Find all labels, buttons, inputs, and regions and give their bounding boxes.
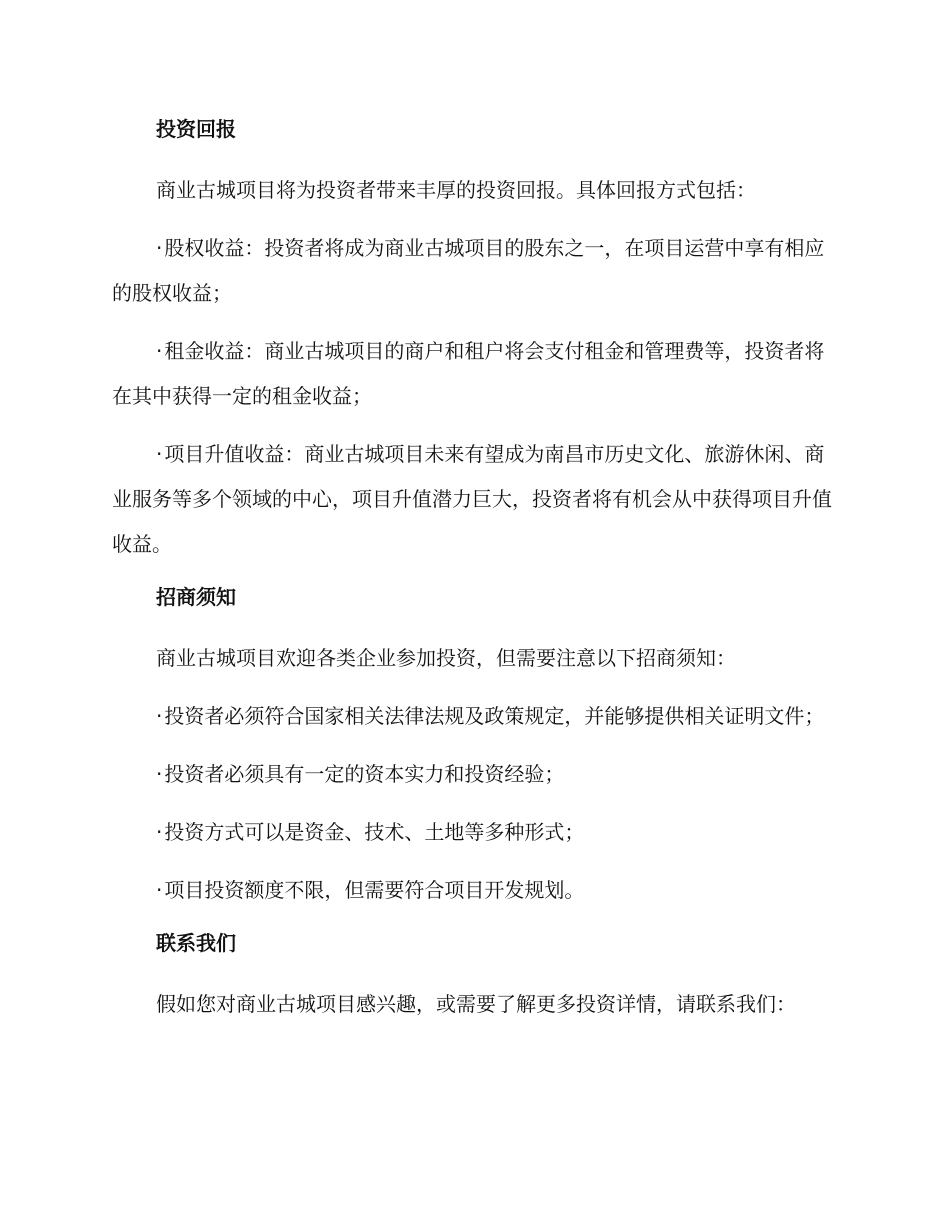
bullet-item bbox=[112, 752, 832, 797]
bullet-item bbox=[112, 226, 832, 316]
bullet-dot: · bbox=[156, 339, 163, 363]
document-page bbox=[112, 112, 832, 1040]
bullet-dot: · bbox=[156, 820, 163, 844]
section-intro-investment-notice: 商业古城项目欢迎各类企业参加投资，但需要注意以下招商须知： bbox=[156, 646, 736, 670]
bullet-item bbox=[112, 432, 832, 567]
bullet-text: 投资者必须具有一定的资本实力和投资经验； bbox=[164, 762, 565, 786]
bullet-text: 股权收益：投资者将成为商业古城项目的股东之一，在项目运营中享有相应的股权收益； bbox=[112, 236, 825, 305]
bullet-item bbox=[112, 868, 832, 913]
bullet-text: 项目升值收益：商业古城项目未来有望成为南昌市历史文化、旅游休闲、商业服务等多个领域的中心，项目升值潜力巨大，投资者将有机会从中获得项目升值收益。 bbox=[112, 442, 832, 556]
bullet-item bbox=[112, 810, 832, 855]
bullet-text: 投资者必须符合国家相关法律法规及政策规定，并能够提供相关证明文件； bbox=[164, 704, 825, 728]
bullet-text: 项目投资额度不限，但需要符合项目开发规划。 bbox=[164, 878, 585, 902]
section-heading-investment-notice: 招商须知 bbox=[156, 585, 236, 609]
bullet-item bbox=[112, 329, 832, 419]
section-intro-investment-return: 商业古城项目将为投资者带来丰厚的投资回报。具体回报方式包括： bbox=[156, 178, 756, 202]
section-heading-investment-return: 投资回报 bbox=[156, 117, 236, 141]
section-intro-contact-us: 假如您对商业古城项目感兴趣，或需要了解更多投资详情，请联系我们： bbox=[156, 992, 796, 1016]
bullet-text: 投资方式可以是资金、技术、土地等多种形式； bbox=[164, 820, 585, 844]
bullet-text: 租金收益：商业古城项目的商户和租户将会支付租金和管理费等，投资者将在其中获得一定的租金收益； bbox=[112, 339, 825, 408]
section-heading-contact-us: 联系我们 bbox=[156, 931, 236, 955]
bullet-dot: · bbox=[156, 442, 163, 466]
bullet-dot: · bbox=[156, 762, 163, 786]
bullet-dot: · bbox=[156, 236, 163, 260]
bullet-dot: · bbox=[156, 704, 163, 728]
bullet-item bbox=[112, 694, 832, 739]
bullet-dot: · bbox=[156, 878, 163, 902]
